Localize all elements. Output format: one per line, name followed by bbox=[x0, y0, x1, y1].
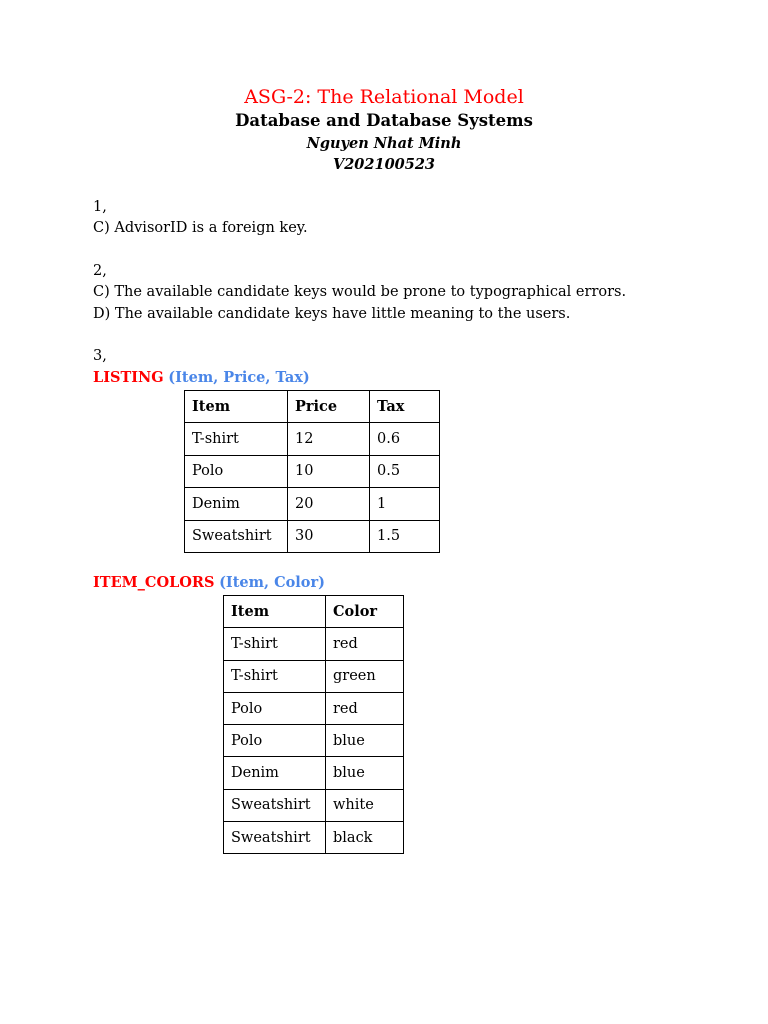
table-row bbox=[224, 692, 404, 724]
question-2-number: 2, bbox=[93, 263, 107, 279]
question-1-number: 1, bbox=[93, 199, 107, 215]
table-cell: Polo bbox=[224, 692, 326, 724]
table-cell: 20 bbox=[288, 488, 370, 520]
table-cell: red bbox=[326, 628, 404, 660]
table-cell: Sweatshirt bbox=[224, 789, 326, 821]
table-cell: green bbox=[326, 660, 404, 692]
column-header-item: Item bbox=[224, 596, 326, 628]
listing-relation-schema: (Item, Price, Tax) bbox=[168, 369, 310, 386]
table-cell: T-shirt bbox=[224, 660, 326, 692]
table-row bbox=[224, 789, 404, 821]
table-row bbox=[224, 757, 404, 789]
listing-table bbox=[184, 390, 440, 553]
document-subtitle: Database and Database Systems bbox=[235, 111, 533, 130]
question-3-number: 3, bbox=[93, 348, 107, 364]
table-row bbox=[185, 488, 440, 520]
item-colors-table bbox=[223, 595, 404, 854]
item-colors-relation-name: ITEM_COLORS bbox=[93, 574, 215, 591]
listing-relation-heading bbox=[93, 369, 310, 386]
student-id: V202100523 bbox=[332, 156, 436, 173]
table-cell: 0.5 bbox=[370, 455, 440, 487]
table-cell: 1 bbox=[370, 488, 440, 520]
table-cell: 10 bbox=[288, 455, 370, 487]
table-cell: blue bbox=[326, 757, 404, 789]
table-cell: T-shirt bbox=[185, 423, 288, 455]
column-header-tax: Tax bbox=[370, 391, 440, 423]
question-2-answer-d: D) The available candidate keys have little meaning to the users. bbox=[93, 306, 571, 322]
author-name: Nguyen Nhat Minh bbox=[306, 135, 462, 152]
item-colors-relation-heading bbox=[93, 574, 325, 591]
table-row bbox=[185, 455, 440, 487]
listing-relation-name: LISTING bbox=[93, 369, 164, 386]
table-cell: Sweatshirt bbox=[185, 520, 288, 552]
column-header-item: Item bbox=[185, 391, 288, 423]
table-header-row bbox=[224, 596, 404, 628]
question-2-answer-c: C) The available candidate keys would be prone to typographical errors. bbox=[93, 284, 627, 300]
table-row bbox=[224, 725, 404, 757]
table-cell: red bbox=[326, 692, 404, 724]
table-cell: 30 bbox=[288, 520, 370, 552]
table-row bbox=[224, 660, 404, 692]
question-1-answer: C) AdvisorID is a foreign key. bbox=[93, 220, 308, 236]
item-colors-relation-schema: (Item, Color) bbox=[219, 574, 325, 591]
table-row bbox=[224, 628, 404, 660]
table-row bbox=[185, 423, 440, 455]
table-cell: Denim bbox=[185, 488, 288, 520]
table-cell: Polo bbox=[185, 455, 288, 487]
table-cell: blue bbox=[326, 725, 404, 757]
table-cell: black bbox=[326, 822, 404, 854]
table-cell: Polo bbox=[224, 725, 326, 757]
table-row bbox=[224, 822, 404, 854]
table-row bbox=[185, 520, 440, 552]
column-header-color: Color bbox=[326, 596, 404, 628]
document-title: ASG-2: The Relational Model bbox=[244, 86, 524, 108]
table-cell: 0.6 bbox=[370, 423, 440, 455]
table-cell: Sweatshirt bbox=[224, 822, 326, 854]
table-cell: 1.5 bbox=[370, 520, 440, 552]
table-cell: T-shirt bbox=[224, 628, 326, 660]
table-cell: 12 bbox=[288, 423, 370, 455]
table-cell: white bbox=[326, 789, 404, 821]
table-header-row bbox=[185, 391, 440, 423]
table-cell: Denim bbox=[224, 757, 326, 789]
column-header-price: Price bbox=[288, 391, 370, 423]
